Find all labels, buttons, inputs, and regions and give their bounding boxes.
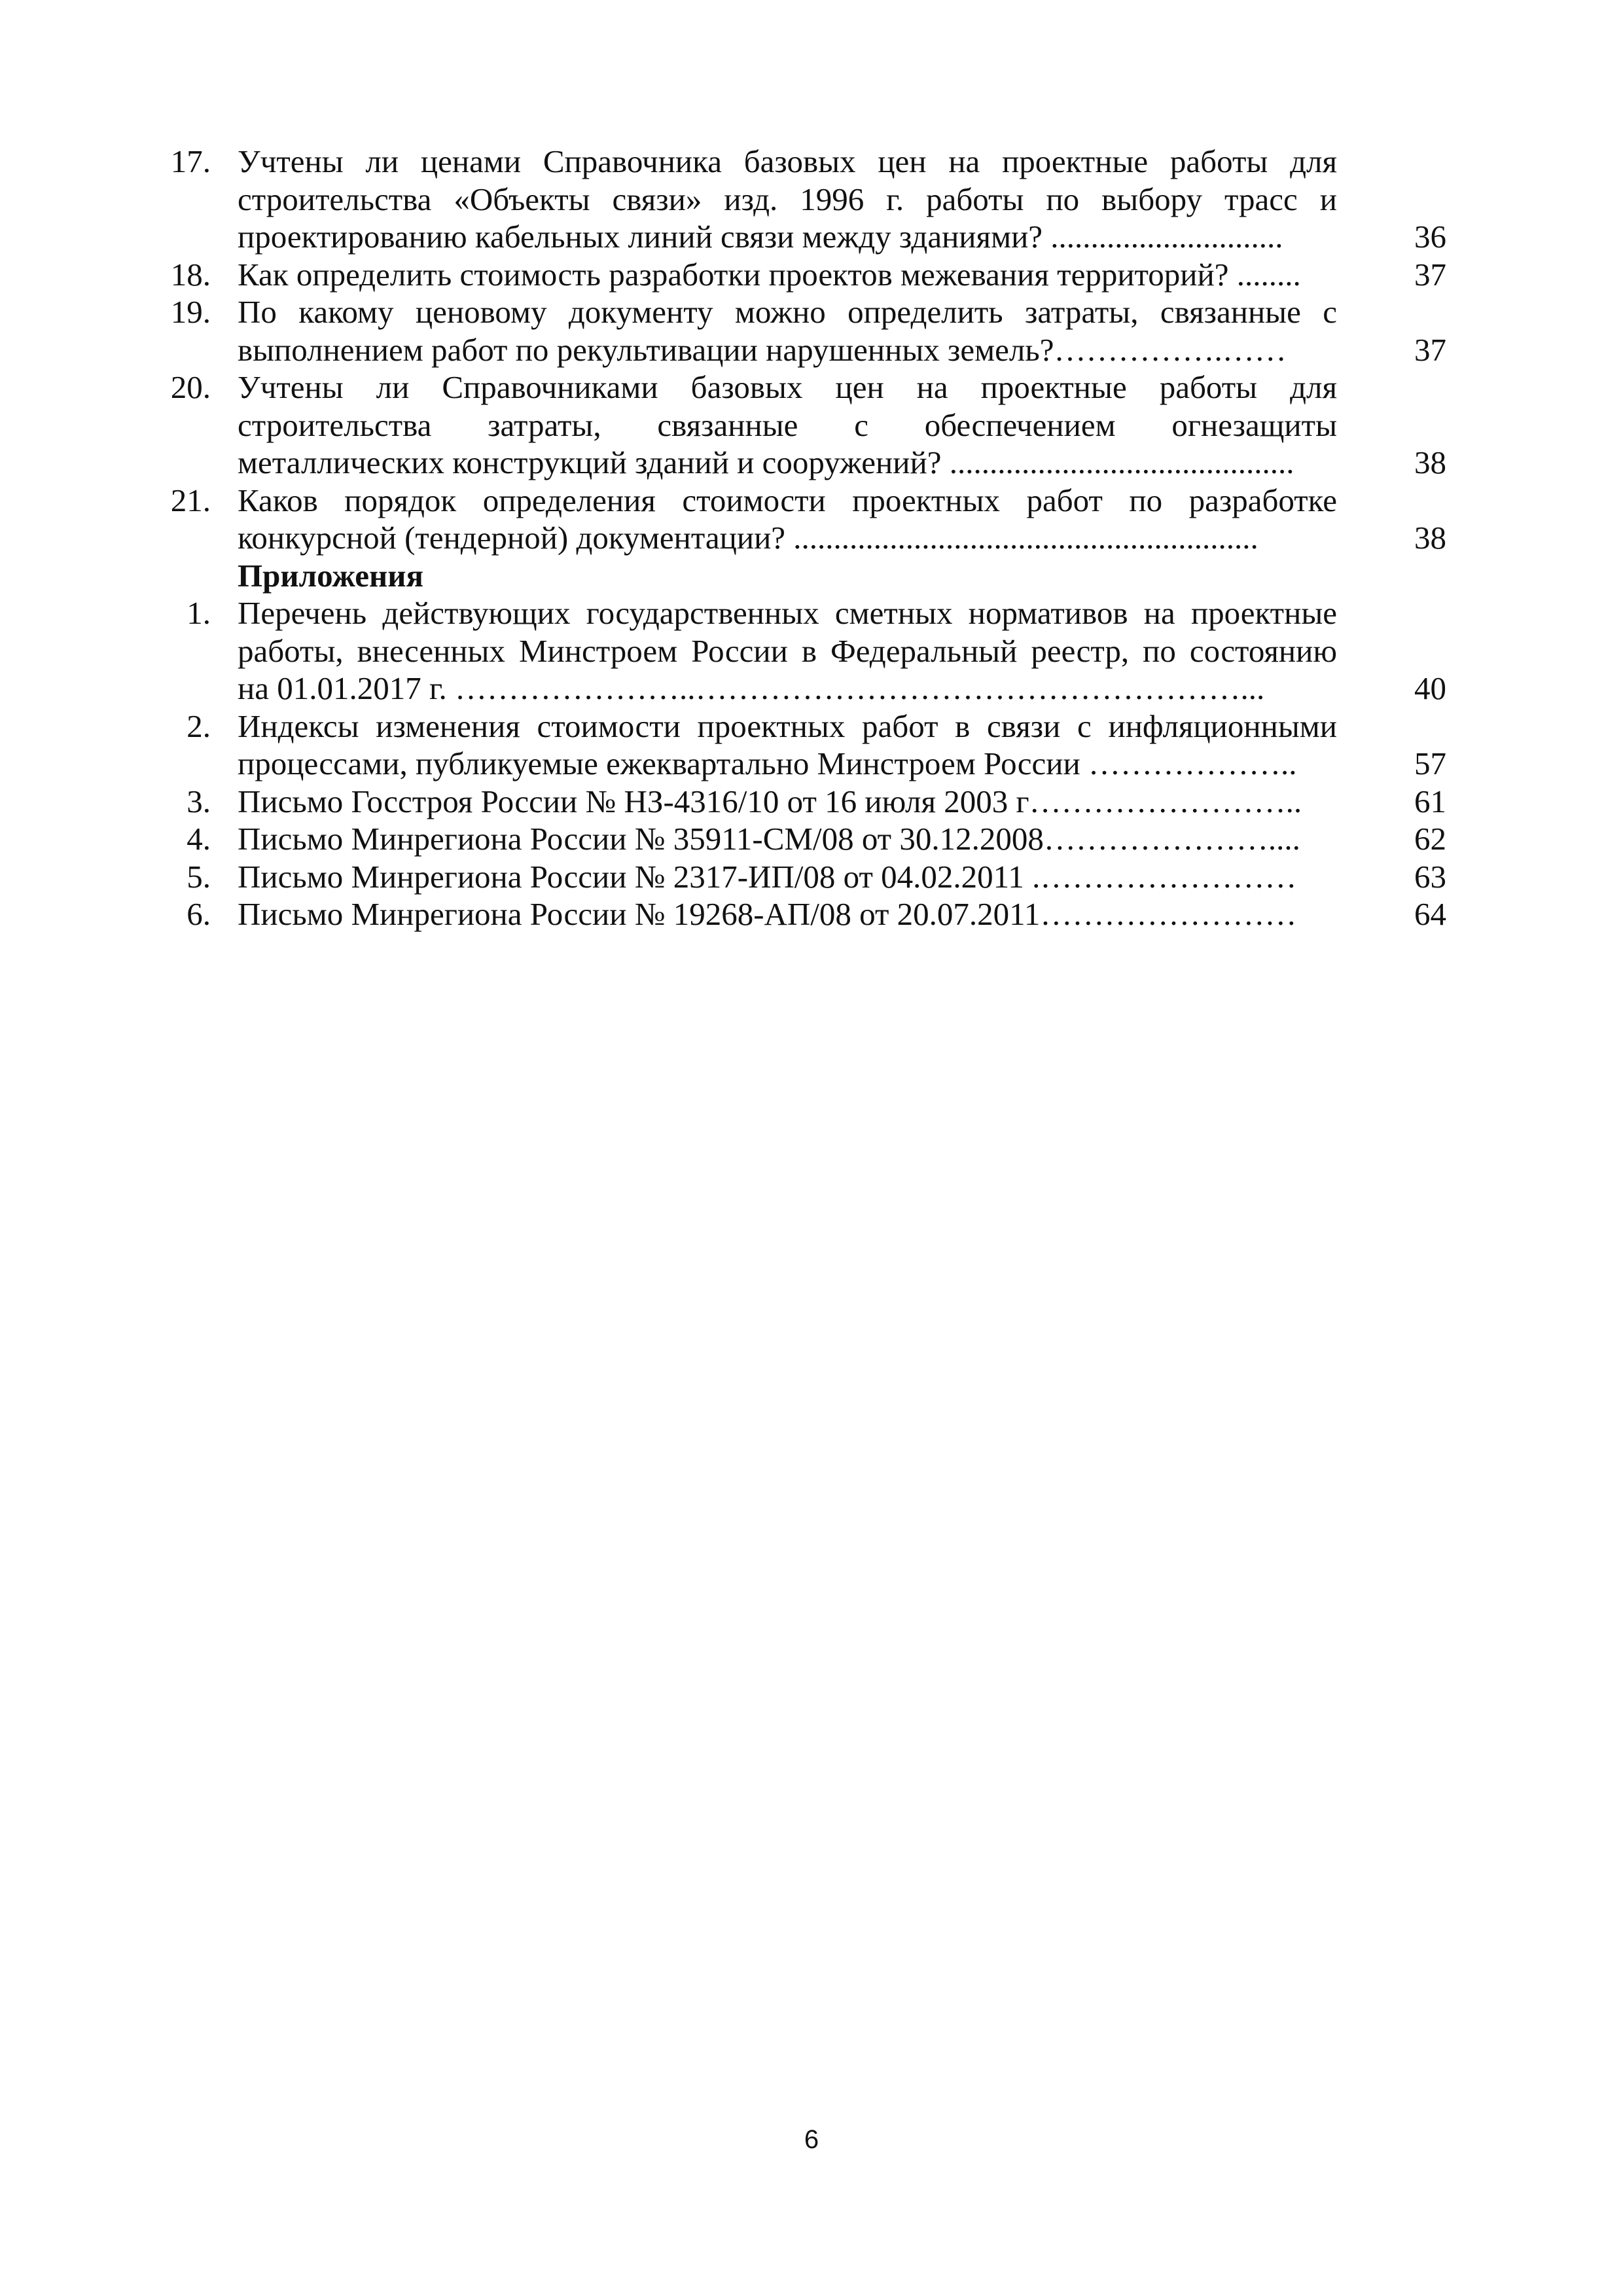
toc-entry-page: 61 [1414, 783, 1446, 819]
appendix-heading: Приложения [238, 557, 423, 594]
toc-entry-text [238, 820, 1337, 858]
toc-entry-line: Каков порядок определения стоимости проектных работ по разработке [238, 482, 1337, 518]
toc-appendix-entry[interactable] [0, 820, 1623, 858]
toc-entry-page: 37 [1414, 256, 1446, 293]
toc-entry[interactable] [0, 293, 1623, 368]
toc-entry-number: 2. [187, 708, 211, 744]
toc-entry-number: 20. [170, 369, 211, 405]
toc-entry-line: конкурсной (тендерной) документации? .......................................................... [238, 520, 1258, 556]
toc-entry[interactable] [0, 256, 1623, 294]
toc-entry-page: 37 [1414, 331, 1446, 368]
toc-entry-line: выполнением работ по рекультивации нарушенных земель?…………….…… [238, 331, 1287, 368]
toc-entry-page: 36 [1414, 219, 1446, 255]
toc-entry-text [238, 783, 1337, 821]
toc-entry-line: процессами, публикуемые ежеквартально Минстроем России ……………….. [238, 745, 1297, 781]
toc-entry-page: 62 [1414, 821, 1446, 857]
toc-entry-text [238, 368, 1337, 482]
toc-entry-number: 17. [170, 143, 211, 179]
toc-entry-page: 63 [1414, 858, 1446, 895]
toc-entry-line: Письмо Минрегиона России № 35911-СМ/08 от 30.12.2008………………….... [238, 821, 1300, 857]
toc-entry-text [238, 293, 1337, 368]
toc-entry[interactable] [0, 482, 1623, 557]
toc-entry-line: проектированию кабельных линий связи между зданиями? ............................. [238, 219, 1283, 255]
toc-entry-line: Письмо Госстроя России № НЗ-4316/10 от 16 июля 2003 г…………………….. [238, 783, 1302, 819]
toc-entry-page: 40 [1414, 670, 1446, 706]
toc-appendix-entry[interactable] [0, 783, 1623, 821]
toc-entry[interactable] [0, 143, 1623, 256]
toc-entry-line: строительства затраты, связанные с обеспечением огнезащиты [238, 406, 1337, 443]
toc-appendix-entry[interactable] [0, 858, 1623, 896]
table-of-contents [0, 143, 1623, 933]
toc-entry-page: 57 [1414, 745, 1446, 781]
toc-entry-text [238, 594, 1337, 708]
toc-entry-number: 5. [187, 858, 211, 895]
toc-entry-text [238, 708, 1337, 783]
toc-entry[interactable] [0, 368, 1623, 482]
toc-entry-line: Как определить стоимость разработки проектов межевания территорий? ........ [238, 256, 1301, 293]
toc-entry-text [238, 256, 1337, 294]
toc-entry-line: Письмо Минрегиона России № 19268-АП/08 от 20.07.2011…………………… [238, 896, 1297, 932]
toc-entry-number: 6. [187, 896, 211, 932]
toc-entry-line: По какому ценовому документу можно определить затраты, связанные с [238, 294, 1337, 330]
toc-entry-line: Перечень действующих государственных сметных нормативов на проектные [238, 595, 1337, 631]
toc-entry-text [238, 143, 1337, 256]
toc-appendix-entry[interactable] [0, 708, 1623, 783]
toc-entry-page: 64 [1414, 896, 1446, 932]
toc-entry-page: 38 [1414, 520, 1446, 556]
toc-entry-line: Письмо Минрегиона России № 2317-ИП/08 от 04.02.2011 .…………………… [238, 858, 1297, 895]
page-number: 6 [804, 2125, 819, 2154]
toc-entry-line: Индексы изменения стоимости проектных работ в связи с инфляционными [238, 708, 1337, 744]
toc-entry-number: 21. [170, 482, 211, 518]
toc-entry-line: на 01.01.2017 г. …………………..……………………………………………... [238, 670, 1265, 706]
toc-entry-number: 1. [187, 595, 211, 631]
toc-entry-number: 18. [170, 256, 211, 293]
toc-entry-text [238, 482, 1337, 557]
toc-entry-line: работы, внесенных Минстроем России в Федеральный реестр, по состоянию [238, 632, 1337, 669]
toc-entry-line: Учтены ли ценами Справочника базовых цен на проектные работы для [238, 143, 1337, 179]
toc-entry-text [238, 895, 1337, 933]
toc-entry-number: 3. [187, 783, 211, 819]
toc-entry-line: Учтены ли Справочниками базовых цен на проектные работы для [238, 369, 1337, 405]
toc-entry-number: 19. [170, 294, 211, 330]
toc-entry-line: металлических конструкций зданий и сооружений? ........................................... [238, 444, 1294, 480]
toc-entry-text [238, 858, 1337, 896]
toc-entry-line: строительства «Объекты связи» изд. 1996 г. работы по выбору трасс и [238, 181, 1337, 217]
toc-appendix-entry[interactable] [0, 594, 1623, 708]
toc-entry-page: 38 [1414, 444, 1446, 480]
toc-entry-number: 4. [187, 821, 211, 857]
toc-appendix-entry[interactable] [0, 895, 1623, 933]
